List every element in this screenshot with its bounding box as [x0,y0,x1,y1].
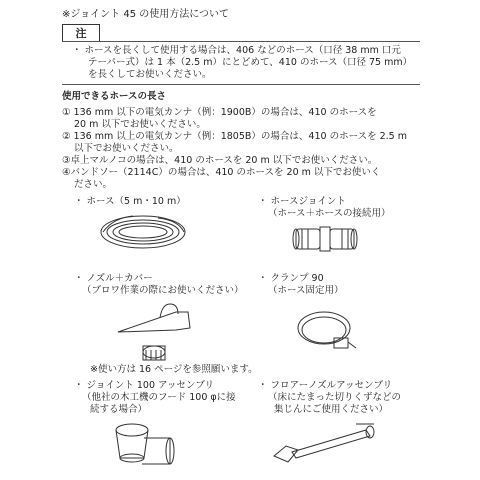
hose-length-item: ② 136 mm 以上の電気カンナ（例：1805B）の場合は、410 のホースを 2.5 m [62,131,407,142]
note-bullet-line-2: テーパー式）は 1 本（2.5 m）にとどめて、410 のホース（口径 75 mm） [88,57,413,68]
hose-length-item: ださい。 [74,179,113,190]
part-joint100-label: ・ ジョイント 100 アッセンブリ [74,380,214,391]
page-reference-note: ※使い方は 16 ページを参照願います。 [90,364,258,375]
part-joint100-desc-2: 続する場合） [90,404,148,415]
hose-length-item: ① 136 mm 以下の電気カンナ（例：1900B）の場合は、410 のホースを [62,107,377,118]
part-floor-nozzle-desc-2: 集じんにご使用ください） [274,404,389,415]
hose-length-item: ③卓上マルノコの場合は、410 のホースを 20 m 以下でお使いください。 [62,155,378,166]
hose-length-item: 以下でお使いください。 [74,143,179,154]
note-top-rule [62,41,420,42]
hose-joint-icon [292,224,360,254]
joint100-icon [112,418,182,476]
clamp-icon [294,308,358,354]
hose-length-item: ④バンドソー（2114C）の場合は、410 のホースを 20 m 以下でお使いく [62,167,381,178]
hose-length-item: 20 m 以下でお使いください。 [74,119,206,130]
note-bullet-line-1: ・ ホースを長くして使用する場合は、406 などのホース（口径 38 mm 口元 [72,45,401,56]
part-clamp-label: ・ クランプ 90 [258,273,324,284]
hose-coil-icon [98,212,188,252]
part-hose-joint-label: ・ ホースジョイント [258,196,346,207]
note-label: 注 [62,24,100,42]
part-nozzle-label: ・ ノズル＋カバー [74,273,153,284]
part-hose-joint-desc: （ホース＋ホースの接続用） [268,208,391,219]
part-clamp-desc: （ホース固定用） [268,285,344,296]
part-nozzle-desc: （ブロワ作業の際にお使いください） [82,285,244,296]
hose-length-heading: 使用できるホースの長さ [62,91,167,102]
part-joint100-desc: （他社の木工機のフード 100 φに接 [82,392,236,403]
note-bottom-rule [62,84,420,85]
part-floor-nozzle-desc: （床にたまった切りくずなどの [268,392,402,403]
floor-nozzle-icon [270,420,386,468]
note-bullet-line-3: を長くしてお使いください。 [88,69,212,80]
nozzle-cover-icon [116,300,196,366]
part-hose-label: ・ ホース（5 m・10 m） [74,196,186,207]
page-title: ※ジョイント 45 の使用方法について [62,9,230,20]
part-floor-nozzle-label: ・ フロアーノズルアッセンブリ [258,380,393,391]
